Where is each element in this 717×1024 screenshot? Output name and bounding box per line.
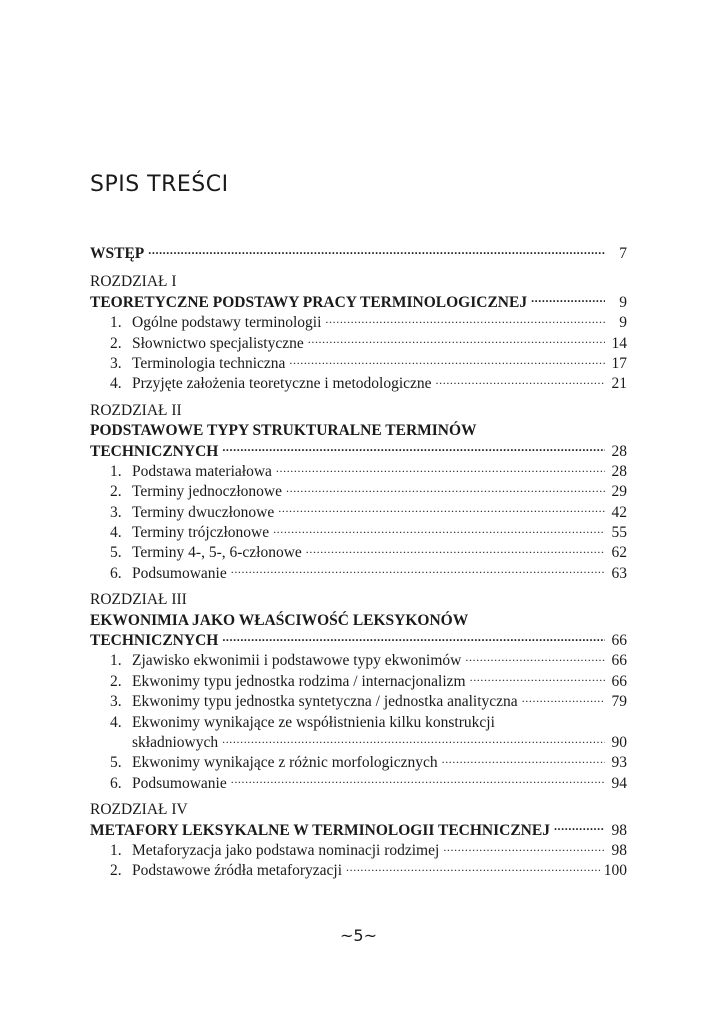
leader-dots: [231, 774, 605, 788]
toc-page-number: 100: [603, 862, 627, 880]
toc-page-number: 28: [611, 462, 627, 480]
toc-entry[interactable]: 4. Przyjęte założenia teoretyczne i metodologiczne ..... 21: [90, 374, 627, 394]
leader-dots: [443, 841, 605, 855]
leader-dots: [442, 753, 605, 767]
chapter-title: METAFORY LEKSYKALNE W TERMINOLOGII TECHNICZNEJ: [90, 821, 550, 839]
toc-page-number: 7: [619, 245, 627, 262]
leader-dots: [306, 543, 605, 557]
toc-entry[interactable]: 2. Słownictwo specjalistyczne ..... 14: [90, 334, 627, 354]
leader-dots: [308, 334, 605, 348]
leader-dots: [289, 354, 605, 368]
toc-entry-label: WSTĘP: [90, 245, 145, 262]
toc-page-number: 63: [611, 564, 627, 582]
leader-dots: [522, 692, 605, 706]
toc-page-number: 98: [611, 821, 627, 839]
leader-dots: [286, 482, 605, 496]
toc-entry[interactable]: 3. Terminologia techniczna ..... 17: [90, 354, 627, 374]
toc-entry[interactable]: 2. Terminy jednoczłonowe ..... 29: [90, 482, 627, 502]
toc-entry[interactable]: 1. Metaforyzacja jako podstawa nominacji rodzimej ..... 98: [90, 841, 627, 861]
toc-entry[interactable]: 5. Ekwonimy wynikające z różnic morfologicznych ..... 93: [90, 753, 627, 773]
leader-dots: [470, 672, 605, 686]
toc-page-number: 66: [611, 632, 627, 650]
page-number-footer: ~5~: [340, 926, 377, 945]
chapter-heading: ROZDZIAŁ I: [90, 273, 177, 291]
toc-page-number: 55: [611, 524, 627, 542]
toc-page-number: 93: [611, 754, 627, 772]
leader-dots: [346, 861, 600, 875]
toc-page-number: 9: [619, 293, 627, 311]
toc-page-number: 90: [611, 733, 627, 751]
toc-entry-chapter-1[interactable]: [90, 293, 627, 313]
toc-page-number: 21: [611, 375, 627, 393]
toc-page-number: 66: [611, 652, 627, 670]
toc-page-number: 9: [619, 314, 627, 332]
toc-page-number: 79: [611, 693, 627, 711]
chapter-title-line: EKWONIMIA JAKO WŁAŚCIWOŚĆ LEKSYKONÓW: [90, 611, 469, 629]
toc-entry[interactable]: 6. Podsumowanie ..... 94: [90, 774, 627, 794]
toc-page-number: 66: [611, 672, 627, 690]
toc-entry[interactable]: 1. Zjawisko ekwonimii i podstawowe typy ekwonimów ..... 66: [90, 651, 627, 671]
leader-dots: [278, 503, 605, 517]
table-of-contents: [90, 244, 627, 882]
toc-entry[interactable]: 3. Ekwonimy typu jednostka syntetyczna / jednostka analityczna ..... 79: [90, 692, 627, 712]
toc-entry[interactable]: 6. Podsumowanie ..... 63: [90, 564, 627, 584]
leader-dots: [436, 374, 605, 388]
chapter-title-line: PODSTAWOWE TYPY STRUKTURALNE TERMINÓW: [90, 422, 477, 440]
leader-dots: [222, 631, 605, 645]
toc-entry[interactable]: 2. Podstawowe źródła metaforyzacji ..... 100: [90, 861, 627, 881]
toc-page-number: 42: [611, 503, 627, 521]
page-title: SPIS TREŚCI: [90, 172, 229, 197]
toc-page-number: 29: [611, 483, 627, 501]
toc-page-number: 62: [611, 544, 627, 562]
toc-page-number: 98: [611, 841, 627, 859]
leader-dots: [325, 313, 605, 327]
toc-entry-chapter-2[interactable]: [90, 442, 627, 462]
toc-entry-line: 4. Ekwonimy wynikające ze współistnienia kilku konstrukcji: [110, 713, 495, 731]
leader-dots: [531, 293, 605, 307]
leader-dots: [222, 733, 605, 747]
toc-entry[interactable]: składniowych ..... 90: [90, 733, 627, 753]
toc-entry[interactable]: 2. Ekwonimy typu jednostka rodzima / internacjonalizm ..... 66: [90, 672, 627, 692]
toc-entry-chapter-4[interactable]: [90, 821, 627, 841]
chapter-heading: ROZDZIAŁ IV: [90, 801, 188, 819]
leader-dots: [276, 462, 605, 476]
leader-dots: [222, 442, 605, 456]
toc-entry[interactable]: 4. Terminy trójczłonowe ..... 55: [90, 523, 627, 543]
leader-dots: [465, 651, 605, 665]
toc-entry[interactable]: 1. Ogólne podstawy terminologii ..... 9: [90, 313, 627, 333]
toc-page-number: 17: [611, 354, 627, 372]
chapter-heading: ROZDZIAŁ III: [90, 591, 187, 609]
toc-entry-chapter-3[interactable]: [90, 631, 627, 651]
toc-entry[interactable]: 3. Terminy dwuczłonowe ..... 42: [90, 503, 627, 523]
leader-dots: [231, 564, 605, 578]
leader-dots: [273, 523, 605, 537]
toc-entry[interactable]: 1. Podstawa materiałowa ..... 28: [90, 462, 627, 482]
toc-page-number: 14: [611, 334, 627, 352]
toc-entry-intro[interactable]: [90, 244, 627, 264]
toc-page-number: 28: [611, 442, 627, 460]
leader-dots: [148, 244, 605, 258]
chapter-heading: ROZDZIAŁ II: [90, 401, 182, 419]
chapter-title: TECHNICZNYCH: [90, 442, 219, 460]
chapter-title: TECHNICZNYCH: [90, 632, 219, 650]
toc-page-number: 94: [611, 774, 627, 792]
toc-entry[interactable]: 5. Terminy 4-, 5-, 6-członowe ..... 62: [90, 543, 627, 563]
leader-dots: [554, 821, 605, 835]
chapter-title: TEORETYCZNE PODSTAWY PRACY TERMINOLOGICZNEJ: [90, 293, 528, 311]
